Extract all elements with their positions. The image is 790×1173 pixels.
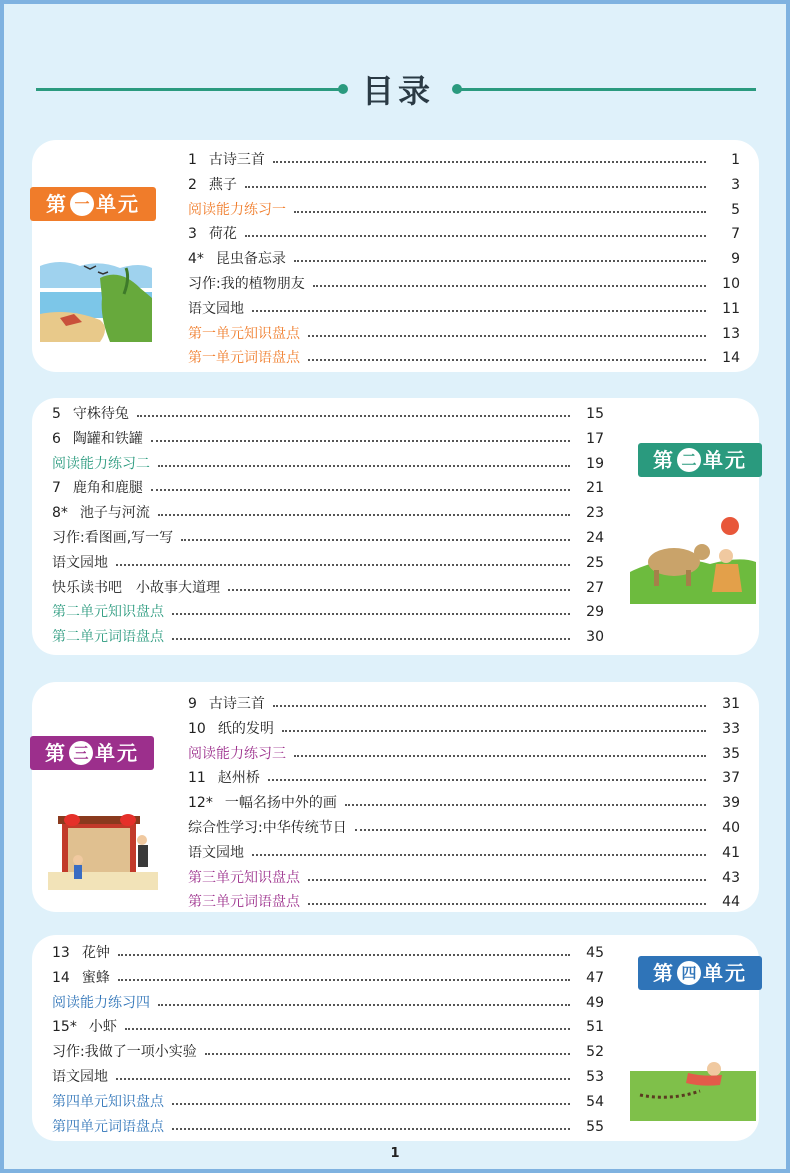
leader-dots: [268, 779, 706, 781]
leader-dots: [205, 1053, 570, 1055]
toc-entry[interactable]: [188, 791, 740, 815]
toc-entry[interactable]: [188, 766, 740, 790]
lesson-number: 5: [52, 406, 61, 422]
entry-text: 习作:看图画,写一写: [52, 530, 174, 546]
page-ref: 27: [586, 579, 604, 596]
toc-entry-title: [188, 791, 337, 815]
toc-entry-title: [188, 692, 265, 716]
toc-entry[interactable]: [188, 297, 740, 321]
toc-entry-title: [188, 148, 265, 172]
toc-entry[interactable]: [52, 600, 604, 624]
unit-4-illustration: [630, 1031, 756, 1125]
leader-dots: [308, 359, 706, 361]
toc-entry-title: [188, 742, 286, 766]
leader-dots: [294, 755, 706, 757]
page-ref: 41: [722, 844, 740, 861]
leader-dots: [245, 235, 706, 237]
page-ref: 10: [722, 276, 740, 292]
entry-text: 第四单元词语盘点: [52, 1118, 164, 1135]
page-ref: 23: [586, 505, 604, 522]
toc-entry-title: [52, 625, 164, 649]
toc-entry[interactable]: [188, 322, 740, 346]
page-ref: 13: [722, 325, 740, 342]
leader-dots: [158, 514, 570, 516]
unit-3-illustration: [48, 810, 158, 894]
toc-entry-title: [52, 1015, 117, 1039]
badge-prefix: 第: [46, 192, 68, 216]
toc-entry-title: [188, 297, 244, 321]
toc-entry-title: [188, 890, 300, 914]
toc-entry-title: [188, 322, 300, 346]
badge-prefix: 第: [653, 448, 675, 472]
toc-entry[interactable]: [52, 476, 604, 500]
leader-dots: [137, 415, 570, 417]
leader-dots: [158, 465, 570, 467]
title-rule-left: [36, 88, 341, 91]
toc-entry-title: [52, 600, 164, 624]
toc-entry-title: [52, 427, 143, 451]
leader-dots: [158, 1004, 570, 1006]
leader-dots: [313, 285, 706, 287]
toc-entry[interactable]: [52, 966, 604, 990]
toc-entry[interactable]: [188, 890, 740, 914]
lesson-number: 15*: [52, 1019, 77, 1036]
toc-entry-title: [52, 526, 173, 550]
page-ref: 31: [722, 696, 740, 712]
entry-text: 习作:我做了一项小实验: [52, 1044, 197, 1061]
toc-entry-title: [188, 717, 274, 741]
leader-dots: [355, 829, 706, 831]
unit-1-badge: [30, 187, 156, 221]
toc-entry-title: [52, 402, 129, 426]
lesson-number: 4*: [188, 251, 204, 268]
lesson-number: 1: [188, 152, 197, 168]
leader-dots: [282, 730, 706, 732]
lesson-number: 14: [52, 969, 70, 986]
entry-text: 第二单元词语盘点: [52, 629, 164, 646]
page-ref: 11: [722, 300, 740, 317]
entry-text: 第三单元词语盘点: [188, 894, 300, 911]
toc-entry-title: [188, 198, 286, 222]
unit-2-illustration: [630, 512, 756, 608]
badge-number: 一: [70, 192, 94, 216]
toc-entry-title: [52, 941, 110, 965]
entry-text: 阅读能力练习一: [188, 201, 286, 218]
lesson-number: 9: [188, 696, 197, 712]
entry-text: 守株待兔: [72, 406, 129, 422]
entry-text: 快乐读书吧 小故事大道理: [52, 579, 220, 596]
entry-text: 赵州桥: [217, 770, 260, 787]
title-rule-right: [456, 88, 756, 91]
toc-entry[interactable]: [188, 148, 740, 172]
unit-3-badge: [30, 736, 154, 770]
page-ref: 49: [586, 994, 604, 1011]
toc-title-row: [36, 66, 756, 110]
page-ref: 44: [722, 894, 740, 911]
page-ref: 39: [722, 795, 740, 812]
leader-dots: [116, 1078, 570, 1080]
toc-entry[interactable]: [52, 551, 604, 575]
page-ref: 51: [586, 1019, 604, 1036]
toc-entry[interactable]: [52, 1065, 604, 1089]
page-number: 1: [390, 1146, 400, 1161]
toc-entry[interactable]: [188, 866, 740, 890]
toc-entry-title: [188, 272, 305, 296]
toc-entry[interactable]: [52, 1040, 604, 1064]
entry-text: 第二单元知识盘点: [52, 604, 164, 621]
leader-dots: [181, 539, 570, 541]
leader-dots: [252, 854, 706, 856]
toc-entry[interactable]: [188, 222, 740, 246]
toc-entry-title: [188, 766, 260, 790]
lesson-number: 10: [188, 720, 206, 737]
leader-dots: [172, 613, 570, 615]
leader-dots: [151, 489, 570, 491]
page-ref: 30: [586, 629, 604, 646]
entry-text: 荷花: [208, 226, 237, 243]
toc-entry-title: [188, 841, 244, 865]
entry-text: 语文园地: [188, 844, 244, 861]
leader-dots: [294, 260, 706, 262]
entry-text: 语文园地: [52, 1069, 108, 1085]
page-ref: 45: [586, 945, 604, 961]
page-ref: 37: [722, 770, 740, 787]
toc-entry[interactable]: [188, 173, 740, 197]
badge-prefix: 第: [653, 961, 675, 985]
leader-dots: [228, 589, 570, 591]
lesson-number: 3: [188, 226, 197, 243]
leader-dots: [172, 638, 570, 640]
page-ref: 25: [586, 554, 604, 571]
entry-text: 昆虫备忘录: [215, 251, 286, 268]
entry-text: 古诗三首: [208, 152, 265, 168]
page-ref: 55: [586, 1118, 604, 1135]
toc-entry[interactable]: [52, 1015, 604, 1039]
toc-entry-title: [52, 476, 143, 500]
toc-entry[interactable]: [52, 941, 604, 965]
page-ref: 19: [586, 455, 604, 472]
entry-text: 池子与河流: [79, 505, 150, 522]
lesson-number: 2: [188, 176, 197, 193]
page-ref: 33: [722, 720, 740, 737]
entry-text: 小虾: [88, 1019, 117, 1036]
entry-text: 综合性学习:中华传统节日: [188, 820, 347, 836]
toc-entry-title: [188, 173, 237, 197]
entry-text: 阅读能力练习二: [52, 455, 150, 472]
toc-entry-title: [52, 501, 150, 525]
unit-3-card: [32, 682, 759, 912]
badge-prefix: 第: [45, 741, 67, 765]
entry-text: 燕子: [208, 176, 237, 193]
page-ref: 15: [586, 406, 604, 422]
entry-text: 纸的发明: [217, 720, 274, 737]
toc-entry[interactable]: [52, 1115, 604, 1139]
lesson-number: 13: [52, 945, 70, 961]
leader-dots: [116, 564, 570, 566]
entry-text: 第四单元知识盘点: [52, 1093, 164, 1110]
toc-entry[interactable]: [188, 717, 740, 741]
badge-number: 三: [69, 741, 93, 765]
page-ref: 17: [586, 430, 604, 447]
entry-text: 习作:我的植物朋友: [188, 276, 305, 292]
entry-text: 古诗三首: [208, 696, 265, 712]
page-ref: 21: [586, 480, 604, 497]
page-ref: 54: [586, 1093, 604, 1110]
leader-dots: [252, 310, 706, 312]
toc-entry[interactable]: [188, 742, 740, 766]
badge-suffix: 单元: [95, 741, 139, 765]
leader-dots: [118, 954, 570, 956]
toc-entry-title: [52, 452, 150, 476]
unit-1-card: [32, 140, 759, 372]
toc-entry-title: [188, 866, 300, 890]
leader-dots: [308, 879, 706, 881]
page-ref: 40: [722, 820, 740, 836]
entry-text: 语文园地: [188, 300, 244, 317]
toc-entry[interactable]: [52, 526, 604, 550]
leader-dots: [273, 705, 706, 707]
leader-dots: [172, 1103, 570, 1105]
toc-entry-title: [52, 991, 150, 1015]
title-dot-left: [338, 84, 348, 94]
page-ref: 9: [731, 251, 740, 268]
toc-entry[interactable]: [52, 501, 604, 525]
entry-text: 陶罐和铁罐: [72, 430, 143, 447]
leader-dots: [308, 335, 706, 337]
toc-entry[interactable]: [52, 991, 604, 1015]
entry-text: 鹿角和鹿腿: [72, 480, 143, 497]
page-ref: 52: [586, 1044, 604, 1061]
lesson-number: 11: [188, 770, 206, 787]
unit-2-card: [32, 398, 759, 655]
entry-text: 第一单元词语盘点: [188, 350, 300, 367]
unit-4-card: [32, 935, 759, 1141]
toc-entry[interactable]: [52, 427, 604, 451]
toc-entry-title: [52, 1115, 164, 1139]
toc-entry-title: [52, 966, 110, 990]
leader-dots: [308, 903, 706, 905]
leader-dots: [273, 161, 706, 163]
entry-text: 一幅名扬中外的画: [224, 795, 337, 812]
leader-dots: [294, 211, 706, 213]
unit-2-badge: [638, 443, 762, 477]
lesson-number: 7: [52, 480, 61, 497]
page-ref: 24: [586, 530, 604, 546]
leader-dots: [345, 804, 706, 806]
leader-dots: [125, 1028, 570, 1030]
toc-entry[interactable]: [188, 198, 740, 222]
badge-number: 二: [677, 448, 701, 472]
page-ref: 5: [731, 201, 740, 218]
entry-text: 第一单元知识盘点: [188, 325, 300, 342]
unit-1-illustration: [40, 258, 152, 346]
page-ref: 29: [586, 604, 604, 621]
toc-entry-title: [188, 346, 300, 370]
entry-text: 花钟: [81, 945, 110, 961]
badge-suffix: 单元: [703, 448, 747, 472]
toc-entry[interactable]: [52, 1090, 604, 1114]
badge-number: 四: [677, 961, 701, 985]
page-title: 目录: [361, 72, 434, 110]
page-ref: 47: [586, 969, 604, 986]
lesson-number: 12*: [188, 795, 213, 812]
leader-dots: [151, 440, 570, 442]
toc-entry-title: [52, 1040, 197, 1064]
page-ref: 53: [586, 1069, 604, 1085]
badge-suffix: 单元: [96, 192, 140, 216]
badge-suffix: 单元: [703, 961, 747, 985]
entry-text: 蜜蜂: [81, 969, 110, 986]
toc-entry-title: [188, 247, 286, 271]
page-ref: 3: [731, 176, 740, 193]
toc-entry[interactable]: [52, 625, 604, 649]
page-ref: 35: [722, 745, 740, 762]
leader-dots: [118, 979, 570, 981]
leader-dots: [245, 186, 706, 188]
lesson-number: 8*: [52, 505, 68, 522]
toc-entry[interactable]: [52, 576, 604, 600]
toc-entry[interactable]: [188, 247, 740, 271]
page-ref: 1: [731, 152, 740, 168]
toc-entry[interactable]: [188, 272, 740, 296]
toc-entry[interactable]: [188, 816, 740, 840]
toc-entry-title: [52, 576, 220, 600]
page-ref: 14: [722, 350, 740, 367]
entry-text: 语文园地: [52, 554, 108, 571]
toc-entry-title: [52, 1090, 164, 1114]
leader-dots: [172, 1128, 570, 1130]
page-ref: 43: [722, 869, 740, 886]
toc-entry[interactable]: [52, 452, 604, 476]
toc-entry[interactable]: [188, 692, 740, 716]
entry-text: 阅读能力练习四: [52, 994, 150, 1011]
toc-entry[interactable]: [188, 346, 740, 370]
toc-entry-title: [52, 551, 108, 575]
unit-4-badge: [638, 956, 762, 990]
lesson-number: 6: [52, 430, 61, 447]
entry-text: 阅读能力练习三: [188, 745, 286, 762]
toc-entry-title: [188, 816, 347, 840]
page-ref: 7: [731, 226, 740, 243]
entry-text: 第三单元知识盘点: [188, 869, 300, 886]
toc-entry[interactable]: [188, 841, 740, 865]
toc-entry-title: [52, 1065, 108, 1089]
toc-entry[interactable]: [52, 402, 604, 426]
toc-entry-title: [188, 222, 237, 246]
